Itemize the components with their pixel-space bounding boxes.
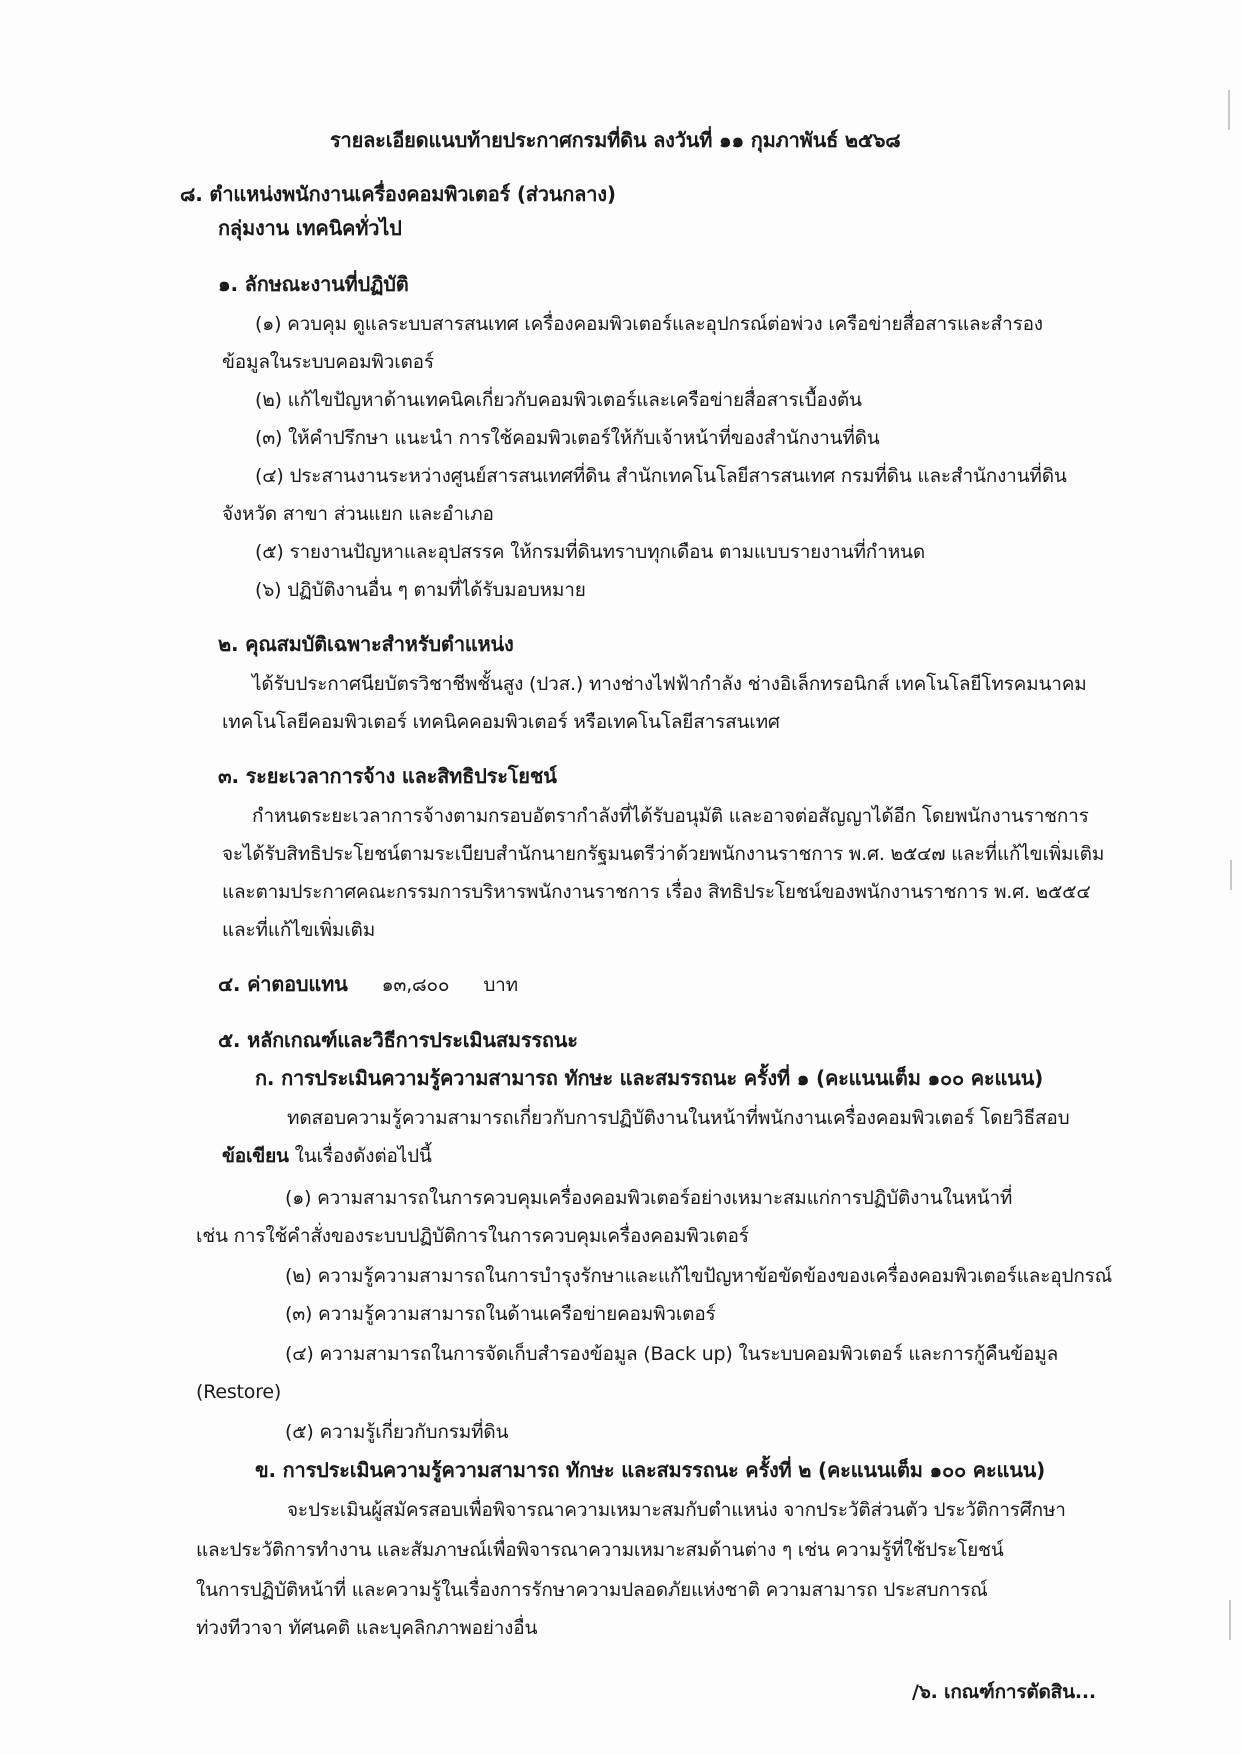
part-b-text: และประวัติการทำงาน และสัมภาษณ์เพื่อพิจารณาความเหมาะสมด้านต่าง ๆ เช่น ความรู้ที่ใช้ประโยชน์ xyxy=(196,1539,1004,1561)
section1-item: (๓) ให้คำปรึกษา แนะนำ การใช้คอมพิวเตอร์ให้กับเจ้าหน้าที่ของสำนักงานที่ดิน xyxy=(255,427,880,449)
written-exam-label: ข้อเขียน xyxy=(222,1145,289,1167)
section3-title: ๓. ระยะเวลาการจ้าง และสิทธิประโยชน์ xyxy=(218,764,557,788)
document-title: รายละเอียดแนบท้ายประกาศกรมที่ดิน ลงวันที่ ๑๑ กุมภาพันธ์ ๒๕๖๘ xyxy=(330,128,901,152)
scan-artifact xyxy=(1229,1600,1231,1640)
job-group: กลุ่มงาน เทคนิคทั่วไป xyxy=(218,216,402,240)
part-a-intro-rest: ในเรื่องดังต่อไปนี้ xyxy=(288,1145,432,1167)
section1-item: (๒) แก้ไขปัญหาด้านเทคนิคเกี่ยวกับคอมพิวเตอร์และเครือข่ายสื่อสารเบื้องต้น xyxy=(255,389,862,411)
section4-title: ๔. ค่าตอบแทน xyxy=(218,972,348,996)
section5-title: ๕. หลักเกณฑ์และวิธีการประเมินสมรรถนะ xyxy=(218,1028,578,1052)
section1-item: (๔) ประสานงานระหว่างศูนย์สารสนเทศที่ดิน สำนักเทคโนโลยีสารสนเทศ กรมที่ดิน และสำนักงานที่ดิน xyxy=(255,465,1067,487)
section3-text: จะได้รับสิทธิประโยชน์ตามระเบียบสำนักนายกรัฐมนตรีว่าด้วยพนักงานราชการ พ.ศ. ๒๕๔๗ และที่แก้ไขเพิ่มเติม xyxy=(222,843,1105,865)
section2-text: เทคโนโลยีคอมพิวเตอร์ เทคนิคคอมพิวเตอร์ หรือเทคโนโลยีสารสนเทศ xyxy=(222,711,780,733)
part-a-item-cont: เช่น การใช้คำสั่งของระบบปฏิบัติการในการควบคุมเครื่องคอมพิวเตอร์ xyxy=(196,1225,749,1247)
compensation-amount: ๑๓,๘๐๐ xyxy=(381,974,450,996)
section2-title: ๒. คุณสมบัติเฉพาะสำหรับตำแหน่ง xyxy=(218,632,514,656)
part-b-title: ข. การประเมินความรู้ความสามารถ ทักษะ และสมรรถนะ ครั้งที่ ๒ (คะแนนเต็ม ๑๐๐ คะแนน) xyxy=(255,1458,1046,1482)
part-a-item: (๓) ความรู้ความสามารถในด้านเครือข่ายคอมพิวเตอร์ xyxy=(285,1303,716,1325)
part-b-text: จะประเมินผู้สมัครสอบเพื่อพิจารณาความเหมาะสมกับตำแหน่ง จากประวัติส่วนตัว ประวัติการศึกษา xyxy=(287,1499,1066,1521)
continuation-note: /๖. เกณฑ์การตัดสิน... xyxy=(912,1681,1096,1703)
scan-artifact xyxy=(1230,860,1232,890)
section1-item-cont: ข้อมูลในระบบคอมพิวเตอร์ xyxy=(222,351,434,373)
part-a-intro: ทดสอบความรู้ความสามารถเกี่ยวกับการปฏิบัติงานในหน้าที่พนักงานเครื่องคอมพิวเตอร์ โดยวิธีสอบ xyxy=(287,1107,1070,1129)
part-a-intro-cont xyxy=(222,1142,432,1170)
section2-text: ได้รับประกาศนียบัตรวิชาชีพชั้นสูง (ปวส.) ทางช่างไฟฟ้ากำลัง ช่างอิเล็กทรอนิกส์ เทคโนโลยีโทรคมนาคม xyxy=(252,673,1087,695)
part-a-item-cont: (Restore) xyxy=(196,1381,282,1403)
part-a-item: (๔) ความสามารถในการจัดเก็บสำรองข้อมูล (Back up) ในระบบคอมพิวเตอร์ และการกู้คืนข้อมูล xyxy=(285,1343,1059,1365)
position-title: ๘. ตำแหน่งพนักงานเครื่องคอมพิวเตอร์ (ส่วนกลาง) xyxy=(180,182,616,206)
scan-artifact xyxy=(1228,90,1230,130)
section1-item: (๕) รายงานปัญหาและอุปสรรค ให้กรมที่ดินทราบทุกเดือน ตามแบบรายงานที่กำหนด xyxy=(255,541,925,563)
section1-item: (๖) ปฏิบัติงานอื่น ๆ ตามที่ได้รับมอบหมาย xyxy=(255,579,586,601)
part-a-item: (๑) ความสามารถในการควบคุมเครื่องคอมพิวเตอร์อย่างเหมาะสมแก่การปฏิบัติงานในหน้าที่ xyxy=(285,1187,1013,1209)
compensation-unit: บาท xyxy=(483,974,518,996)
section3-text: กำหนดระยะเวลาการจ้างตามกรอบอัตรากำลังที่ได้รับอนุมัติ และอาจต่อสัญญาได้อีก โดยพนักงานราชการ xyxy=(252,805,1089,827)
part-b-text: ท่วงทีวาจา ทัศนคติ และบุคลิกภาพอย่างอื่น xyxy=(196,1617,538,1639)
section3-text: และที่แก้ไขเพิ่มเติม xyxy=(222,919,376,941)
section3-text: และตามประกาศคณะกรรมการบริหารพนักงานราชการ เรื่อง สิทธิประโยชน์ของพนักงานราชการ พ.ศ. ๒๕๕๔ xyxy=(222,881,1091,903)
section1-item: (๑) ควบคุม ดูแลระบบสารสนเทศ เครื่องคอมพิวเตอร์และอุปกรณ์ต่อพ่วง เครือข่ายสื่อสารและสำรอง xyxy=(255,313,1043,335)
part-a-item: (๒) ความรู้ความสามารถในการบำรุงรักษาและแก้ไขปัญหาข้อขัดข้องของเครื่องคอมพิวเตอร์และอุปกรณ์ xyxy=(285,1265,1113,1287)
part-a-title: ก. การประเมินความรู้ความสามารถ ทักษะ และสมรรถนะ ครั้งที่ ๑ (คะแนนเต็ม ๑๐๐ คะแนน) xyxy=(255,1066,1044,1090)
section4-row xyxy=(218,970,518,999)
part-b-text: ในการปฏิบัติหน้าที่ และความรู้ในเรื่องการรักษาความปลอดภัยแห่งชาติ ความสามารถ ประสบการณ์ xyxy=(196,1579,988,1601)
section1-item-cont: จังหวัด สาขา ส่วนแยก และอำเภอ xyxy=(222,503,494,525)
part-a-item: (๕) ความรู้เกี่ยวกับกรมที่ดิน xyxy=(285,1421,509,1443)
section1-title: ๑. ลักษณะงานที่ปฏิบัติ xyxy=(218,272,409,296)
